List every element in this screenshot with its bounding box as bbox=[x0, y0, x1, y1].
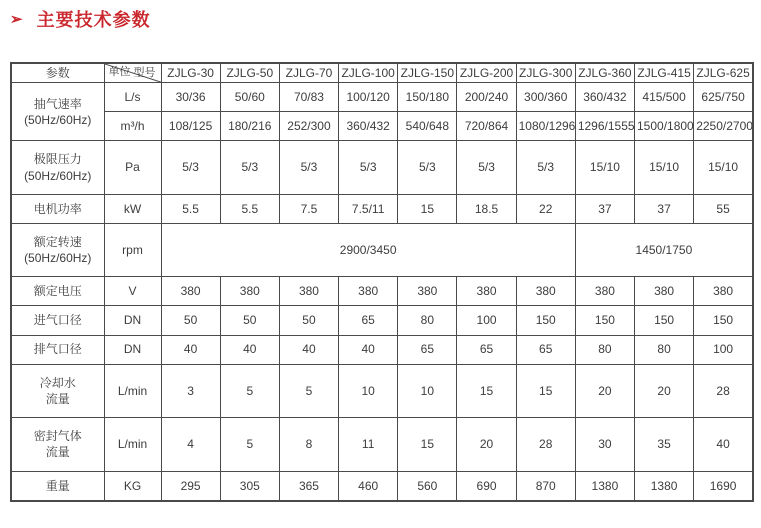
value-cell: 40 bbox=[279, 335, 338, 364]
unit-cell: DN bbox=[104, 306, 161, 335]
value-cell: 50 bbox=[161, 306, 220, 335]
value-cell: 1296/1555 bbox=[575, 112, 634, 141]
params-table-body bbox=[11, 83, 753, 501]
value-cell: 65 bbox=[516, 335, 575, 364]
value-cell: 1450/1750 bbox=[575, 223, 753, 277]
page-title: 主要技术参数 bbox=[36, 10, 151, 30]
value-cell: 380 bbox=[398, 277, 457, 306]
value-cell: 150 bbox=[575, 306, 634, 335]
value-cell: 380 bbox=[575, 277, 634, 306]
table-row bbox=[11, 194, 753, 223]
value-cell: 40 bbox=[220, 335, 279, 364]
value-cell: 20 bbox=[457, 418, 516, 472]
value-cell: 5 bbox=[220, 418, 279, 472]
value-cell: 50 bbox=[220, 306, 279, 335]
table-row bbox=[11, 223, 753, 277]
corner-model-label: 型号 bbox=[133, 67, 156, 79]
value-cell: 305 bbox=[220, 471, 279, 501]
value-cell: 2900/3450 bbox=[161, 223, 575, 277]
value-cell: 870 bbox=[516, 471, 575, 501]
unit-cell: rpm bbox=[104, 223, 161, 277]
value-cell: 15 bbox=[398, 418, 457, 472]
param-label: 额定电压 bbox=[11, 277, 104, 306]
value-cell: 5 bbox=[220, 364, 279, 418]
param-label: 极限压力 (50Hz/60Hz) bbox=[11, 141, 104, 195]
table-row bbox=[11, 335, 753, 364]
model-column-header: ZJLG-360 bbox=[575, 63, 634, 83]
model-column-header: ZJLG-70 bbox=[279, 63, 338, 83]
value-cell: 540/648 bbox=[398, 112, 457, 141]
value-cell: 100 bbox=[457, 306, 516, 335]
value-cell: 80 bbox=[575, 335, 634, 364]
model-column-header: ZJLG-415 bbox=[635, 63, 694, 83]
value-cell: 40 bbox=[694, 418, 753, 472]
unit-cell: V bbox=[104, 277, 161, 306]
value-cell: 80 bbox=[635, 335, 694, 364]
unit-cell: L/min bbox=[104, 364, 161, 418]
value-cell: 5.5 bbox=[220, 194, 279, 223]
value-cell: 15 bbox=[457, 364, 516, 418]
value-cell: 1500/1800 bbox=[635, 112, 694, 141]
value-cell: 108/125 bbox=[161, 112, 220, 141]
model-column-header: ZJLG-30 bbox=[161, 63, 220, 83]
value-cell: 65 bbox=[457, 335, 516, 364]
table-row bbox=[11, 83, 753, 112]
value-cell: 200/240 bbox=[457, 83, 516, 112]
value-cell: 180/216 bbox=[220, 112, 279, 141]
model-unit-corner-cell bbox=[104, 63, 161, 83]
value-cell: 15 bbox=[398, 194, 457, 223]
value-cell: 150 bbox=[516, 306, 575, 335]
value-cell: 15/10 bbox=[635, 141, 694, 195]
value-cell: 5 bbox=[279, 364, 338, 418]
param-label: 抽气速率 (50Hz/60Hz) bbox=[11, 83, 104, 141]
corner-unit-label: 单位 bbox=[108, 66, 131, 79]
unit-cell: kW bbox=[104, 194, 161, 223]
value-cell: 18.5 bbox=[457, 194, 516, 223]
table-row bbox=[11, 471, 753, 501]
model-column-header: ZJLG-50 bbox=[220, 63, 279, 83]
value-cell: 5/3 bbox=[339, 141, 398, 195]
param-label: 进气口径 bbox=[11, 306, 104, 335]
value-cell: 37 bbox=[575, 194, 634, 223]
value-cell: 22 bbox=[516, 194, 575, 223]
table-row bbox=[11, 364, 753, 418]
unit-cell: KG bbox=[104, 471, 161, 501]
value-cell: 150 bbox=[635, 306, 694, 335]
value-cell: 20 bbox=[635, 364, 694, 418]
value-cell: 720/864 bbox=[457, 112, 516, 141]
value-cell: 380 bbox=[457, 277, 516, 306]
value-cell: 10 bbox=[339, 364, 398, 418]
value-cell: 560 bbox=[398, 471, 457, 501]
value-cell: 37 bbox=[635, 194, 694, 223]
value-cell: 5/3 bbox=[220, 141, 279, 195]
value-cell: 30/36 bbox=[161, 83, 220, 112]
value-cell: 40 bbox=[339, 335, 398, 364]
value-cell: 8 bbox=[279, 418, 338, 472]
param-label: 重量 bbox=[11, 471, 104, 501]
value-cell: 380 bbox=[635, 277, 694, 306]
model-column-header: ZJLG-625 bbox=[694, 63, 753, 83]
value-cell: 65 bbox=[339, 306, 398, 335]
model-column-header: ZJLG-150 bbox=[398, 63, 457, 83]
table-row bbox=[11, 112, 753, 141]
value-cell: 295 bbox=[161, 471, 220, 501]
value-cell: 10 bbox=[398, 364, 457, 418]
table-row bbox=[11, 141, 753, 195]
value-cell: 1380 bbox=[635, 471, 694, 501]
value-cell: 50/60 bbox=[220, 83, 279, 112]
value-cell: 360/432 bbox=[339, 112, 398, 141]
value-cell: 15/10 bbox=[694, 141, 753, 195]
value-cell: 5/3 bbox=[516, 141, 575, 195]
value-cell: 7.5/11 bbox=[339, 194, 398, 223]
value-cell: 300/360 bbox=[516, 83, 575, 112]
value-cell: 380 bbox=[279, 277, 338, 306]
value-cell: 100/120 bbox=[339, 83, 398, 112]
value-cell: 5/3 bbox=[457, 141, 516, 195]
param-label: 电机功率 bbox=[11, 194, 104, 223]
table-row bbox=[11, 306, 753, 335]
value-cell: 415/500 bbox=[635, 83, 694, 112]
value-cell: 40 bbox=[161, 335, 220, 364]
value-cell: 70/83 bbox=[279, 83, 338, 112]
param-column-header: 参数 bbox=[11, 63, 104, 83]
section-header bbox=[10, 6, 151, 32]
value-cell: 15/10 bbox=[575, 141, 634, 195]
value-cell: 7.5 bbox=[279, 194, 338, 223]
value-cell: 80 bbox=[398, 306, 457, 335]
unit-cell: L/min bbox=[104, 418, 161, 472]
param-label: 密封气体 流量 bbox=[11, 418, 104, 472]
value-cell: 1380 bbox=[575, 471, 634, 501]
value-cell: 360/432 bbox=[575, 83, 634, 112]
value-cell: 4 bbox=[161, 418, 220, 472]
value-cell: 30 bbox=[575, 418, 634, 472]
value-cell: 625/750 bbox=[694, 83, 753, 112]
value-cell: 150/180 bbox=[398, 83, 457, 112]
value-cell: 100 bbox=[694, 335, 753, 364]
value-cell: 380 bbox=[516, 277, 575, 306]
value-cell: 380 bbox=[339, 277, 398, 306]
value-cell: 2250/2700 bbox=[694, 112, 753, 141]
value-cell: 28 bbox=[516, 418, 575, 472]
unit-cell: L/s bbox=[104, 83, 161, 112]
value-cell: 380 bbox=[220, 277, 279, 306]
value-cell: 35 bbox=[635, 418, 694, 472]
value-cell: 5.5 bbox=[161, 194, 220, 223]
arrowhead-bullet-icon: ➢ bbox=[10, 10, 23, 28]
value-cell: 5/3 bbox=[279, 141, 338, 195]
value-cell: 690 bbox=[457, 471, 516, 501]
unit-cell: Pa bbox=[104, 141, 161, 195]
model-column-header: ZJLG-300 bbox=[516, 63, 575, 83]
table-row bbox=[11, 418, 753, 472]
value-cell: 5/3 bbox=[398, 141, 457, 195]
value-cell: 3 bbox=[161, 364, 220, 418]
unit-cell: DN bbox=[104, 335, 161, 364]
value-cell: 50 bbox=[279, 306, 338, 335]
value-cell: 380 bbox=[694, 277, 753, 306]
value-cell: 1690 bbox=[694, 471, 753, 501]
value-cell: 20 bbox=[575, 364, 634, 418]
param-label: 排气口径 bbox=[11, 335, 104, 364]
unit-cell: m³/h bbox=[104, 112, 161, 141]
param-label: 额定转速 (50Hz/60Hz) bbox=[11, 223, 104, 277]
value-cell: 55 bbox=[694, 194, 753, 223]
model-column-header: ZJLG-100 bbox=[339, 63, 398, 83]
value-cell: 11 bbox=[339, 418, 398, 472]
value-cell: 65 bbox=[398, 335, 457, 364]
value-cell: 365 bbox=[279, 471, 338, 501]
value-cell: 252/300 bbox=[279, 112, 338, 141]
value-cell: 15 bbox=[516, 364, 575, 418]
value-cell: 5/3 bbox=[161, 141, 220, 195]
value-cell: 150 bbox=[694, 306, 753, 335]
value-cell: 28 bbox=[694, 364, 753, 418]
param-label: 冷却水 流量 bbox=[11, 364, 104, 418]
model-column-header: ZJLG-200 bbox=[457, 63, 516, 83]
technical-parameters-table bbox=[10, 62, 754, 502]
value-cell: 380 bbox=[161, 277, 220, 306]
value-cell: 1080/1296 bbox=[516, 112, 575, 141]
table-header-row bbox=[11, 63, 753, 83]
value-cell: 460 bbox=[339, 471, 398, 501]
table-row bbox=[11, 277, 753, 306]
